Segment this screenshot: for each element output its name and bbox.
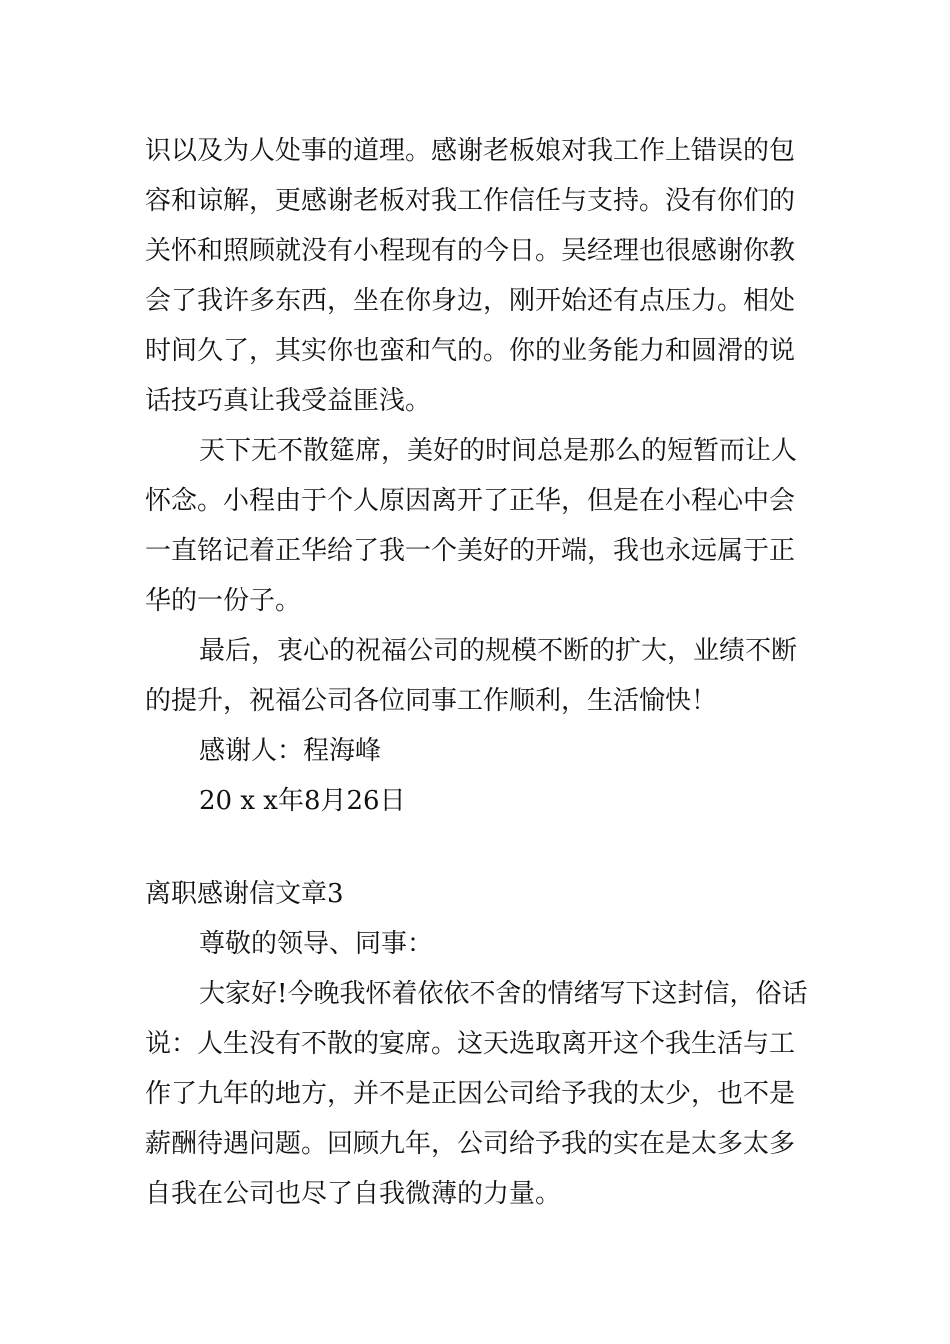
text-line: 话技巧真让我受益匪浅。 — [145, 386, 432, 416]
text-line: 会了我许多东西，坐在你身边，刚开始还有点压力。相处 — [145, 286, 796, 316]
text-line: 天下无不散筵席，美好的时间总是那么的短暂而让人 — [199, 436, 798, 466]
paragraph — [145, 969, 809, 1219]
section-gap — [145, 826, 809, 869]
text-line: 大家好!今晚我怀着依依不舍的情绪写下这封信，俗话 — [199, 979, 808, 1009]
paragraph — [145, 126, 809, 426]
text-line: 华的一份子。 — [145, 586, 302, 616]
text-line: 一直铭记着正华给了我一个美好的开端，我也永远属于正 — [145, 536, 796, 566]
text-line: 薪酬待遇问题。回顾九年，公司给予我的实在是太多太多 — [145, 1129, 796, 1159]
paragraph — [145, 426, 809, 626]
letter-date: 20 x x年8月26日 — [199, 786, 406, 816]
salutation: 尊敬的领导、同事： — [199, 929, 434, 959]
text-line: 识以及为人处事的道理。感谢老板娘对我工作上错误的包 — [145, 136, 796, 166]
text-line: 说：人生没有不散的宴席。这天选取离开这个我生活与工 — [145, 1029, 796, 1059]
text-line: 容和谅解，更感谢老板对我工作信任与支持。没有你们的 — [145, 186, 796, 216]
text-line: 作了九年的地方，并不是正因公司给予我的太少，也不是 — [145, 1079, 796, 1109]
paragraph — [145, 626, 809, 726]
text-line: 自我在公司也尽了自我微薄的力量。 — [145, 1179, 562, 1209]
text-line: 的提升，祝福公司各位同事工作顺利，生活愉快！ — [145, 686, 718, 716]
text-line: 关怀和照顾就没有小程现有的今日。吴经理也很感谢你教 — [145, 236, 796, 266]
article-title: 离职感谢信文章3 — [145, 879, 344, 909]
signature: 感谢人：程海峰 — [199, 736, 382, 766]
document-page — [145, 126, 809, 1219]
text-line: 时间久了，其实你也蛮和气的。你的业务能力和圆滑的说 — [145, 336, 796, 366]
text-line: 怀念。小程由于个人原因离开了正华，但是在小程心中会 — [145, 486, 796, 516]
text-line: 最后，衷心的祝福公司的规模不断的扩大，业绩不断 — [199, 636, 798, 666]
